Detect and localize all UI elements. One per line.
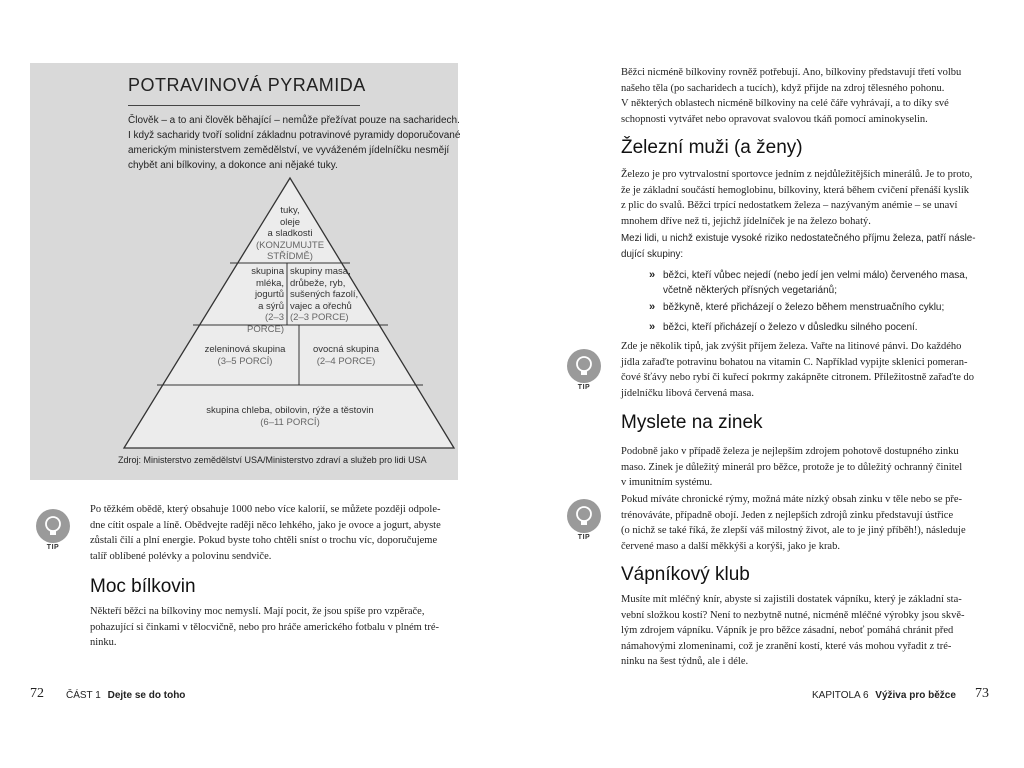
right-tip-1-text: Zde je několik tipů, jak zvýšit příjem železa. Vařte na litinové pánvi. Do každého jídla zařaďte potravinu bohatou na vitamin C. Například vypijte sklenici pomeran- čové šťávy nebo rybí či kuřecí pokrmy zakápněte citronem. Příležitostně zařaďte do jídelníčku libová červená masa. <box>621 341 974 399</box>
footer-part-title: Dejte se do toho <box>107 690 186 701</box>
bullet-marker: » <box>649 301 656 313</box>
heading-iron: Železní muži (a ženy) <box>621 137 803 158</box>
page-number-right: 73 <box>975 686 989 701</box>
footer-chapter-title: Výživa pro běžce <box>875 690 956 701</box>
list-item: » běžci, kteří vůbec nejedí (nebo jedí jen velmi málo) červeného masa, včetně některých přísných vegetariánů; <box>649 269 968 296</box>
tip-marker-left: TIP <box>35 508 71 544</box>
right-tip-2-text: Pokud míváte chronické rýmy, možná máte nízký obsah zinku v těle nebo se pře- trénováváte, případně obojí. Jeden z nejlepších zdrojů zinku představují ústřice (o nichž se také říká, že zlepší váš milostný život, ale to je jiný příběh!), následuje červené maso a další měkkýši a korýši, jako je krab. <box>621 494 966 552</box>
tip-marker-right-2: TIP <box>566 498 602 534</box>
pyramid-fats: tuky, oleje a sladkosti (KONZUMUJTE STŘÍDMĚ) <box>255 205 325 262</box>
list-item: » běžci, kteří přicházejí o železo v důsledku silného pocení. <box>649 321 918 333</box>
footer-left <box>66 690 185 701</box>
left-tip-text: Po těžkém obědě, který obsahuje 1000 nebo více kalorií, se můžete později odpole- dne cítit ospale a líně. Obědvejte raději něco lehkého, jako je ovoce a jogurt, abyste zůstali čilí a plní energie. Pokud byste toho chtěli sníst o trochu víc, doporučujeme talíř oblíbené polévky a polovinu sendviče. <box>90 504 441 562</box>
lightbulb-icon <box>566 348 602 384</box>
sidebar-title: POTRAVINOVÁ PYRAMIDA <box>128 75 366 95</box>
sidebar-source: Zdroj: Ministerstvo zemědělství USA/Ministerstvo zdraví a služeb pro lidi USA <box>118 455 427 465</box>
pyramid-meat: skupiny masa, drůbeže, ryb, sušených fazolí, vajec a ořechů (2–3 PORCE) <box>290 266 359 323</box>
pyramid-fruit: ovocná skupina (2–4 PORCE) <box>312 344 380 367</box>
food-pyramid-sidebar <box>30 63 461 480</box>
pyramid-vegetables: zeleninová skupina (3–5 PORCÍ) <box>204 344 286 367</box>
page-number-left: 72 <box>30 686 44 701</box>
iron-paragraph: Železo je pro vytrvalostní sportovce jedním z nejdůležitějších minerálů. Je to proto, že je základní součástí hemoglobinu, bílkoviny, která během cvičení přenáší kyslík z plic do svalů. Běžci trpící nedostatkem železa – nazývaným anémie – se unaví mnohem dříve než ti, jejichž jídelníček je na železo bohatý. <box>621 169 973 227</box>
footer-part: ČÁST 1 <box>66 690 101 701</box>
pyramid-dairy: skupina mléka, jogurtů a sýrů (2–3 PORCE) <box>247 266 284 335</box>
zinc-paragraph: Podobně jako v případě železa je nejlepším zdrojem pohotově dostupného zinku maso. Zinek je důležitý minerál pro běžce, protože je to důležitý ochranný činitel v imunitním systému. <box>621 446 963 488</box>
list-item: » běžkyně, které přicházejí o železo během menstruačního cyklu; <box>649 301 945 313</box>
pyramid-grains: skupina chleba, obilovin, rýže a těstovin (6–11 PORCÍ) <box>206 405 374 428</box>
footer-chapter: KAPITOLA 6 <box>812 690 869 701</box>
bullet-marker: » <box>649 269 656 281</box>
lightbulb-icon <box>566 498 602 534</box>
sidebar-intro: Člověk – a to ani člověk běhající – nemůže přežívat pouze na sacharidech. I když sacharidy tvoří solidní základnu potravinové pyramidy doporučované americkým ministerstvem zemědělství, ve vyváženém jídelníčku nesmějí chybět ani bílkoviny, a dokonce ani nějaké tuky. <box>128 115 461 171</box>
risk-paragraph: Mezi lidi, u nichž existuje vysoké riziko nedostatečného příjmu železa, patří násle- dující skupiny: <box>621 233 976 260</box>
heading-moc-bilkovin: Moc bílkovin <box>90 576 196 597</box>
tip-marker-right-1: TIP <box>566 348 602 384</box>
lightbulb-icon <box>35 508 71 544</box>
bullet-marker: » <box>649 321 656 333</box>
calcium-paragraph: Musíte mít mléčný knír, abyste si zajistili dostatek vápníku, který je základní sta- vební složkou kostí? Není to nezbytně nutné, nicméně mléčné výrobky jsou skvě- lým zdrojem vápníku. Vápník je pro běžce zásadní, neboť pomáhá chránit před námahovými zlomeninami, což je zranění kostí, které vás mohou vyřadit z tré- ninku na šest týdnů, ale i déle. <box>621 594 965 667</box>
left-paragraph: Někteří běžci na bílkoviny moc nemyslí. Mají pocit, že jsou spíše pro vzpěrače, pohazující si činkami v tělocvičně, nebo pro hráče amerického fotbalu v plném tré- ninku. <box>90 606 439 648</box>
heading-zinc: Myslete na zinek <box>621 412 763 433</box>
footer-right <box>812 690 956 701</box>
heading-calcium: Vápníkový klub <box>621 564 750 585</box>
right-intro: Běžci nicméně bílkoviny rovněž potřebují. Ano, bílkoviny představují třetí volbu našeho těla (po sacharidech a tucích), když přijde na zdroj tělesného pohonu. V některých oblastech nicméně bílkoviny na celé čáře vyhrávají, a to díky své schopnosti vytvářet nebo opravovat svalovou tkáň pomocí aminokyselin. <box>621 67 962 125</box>
